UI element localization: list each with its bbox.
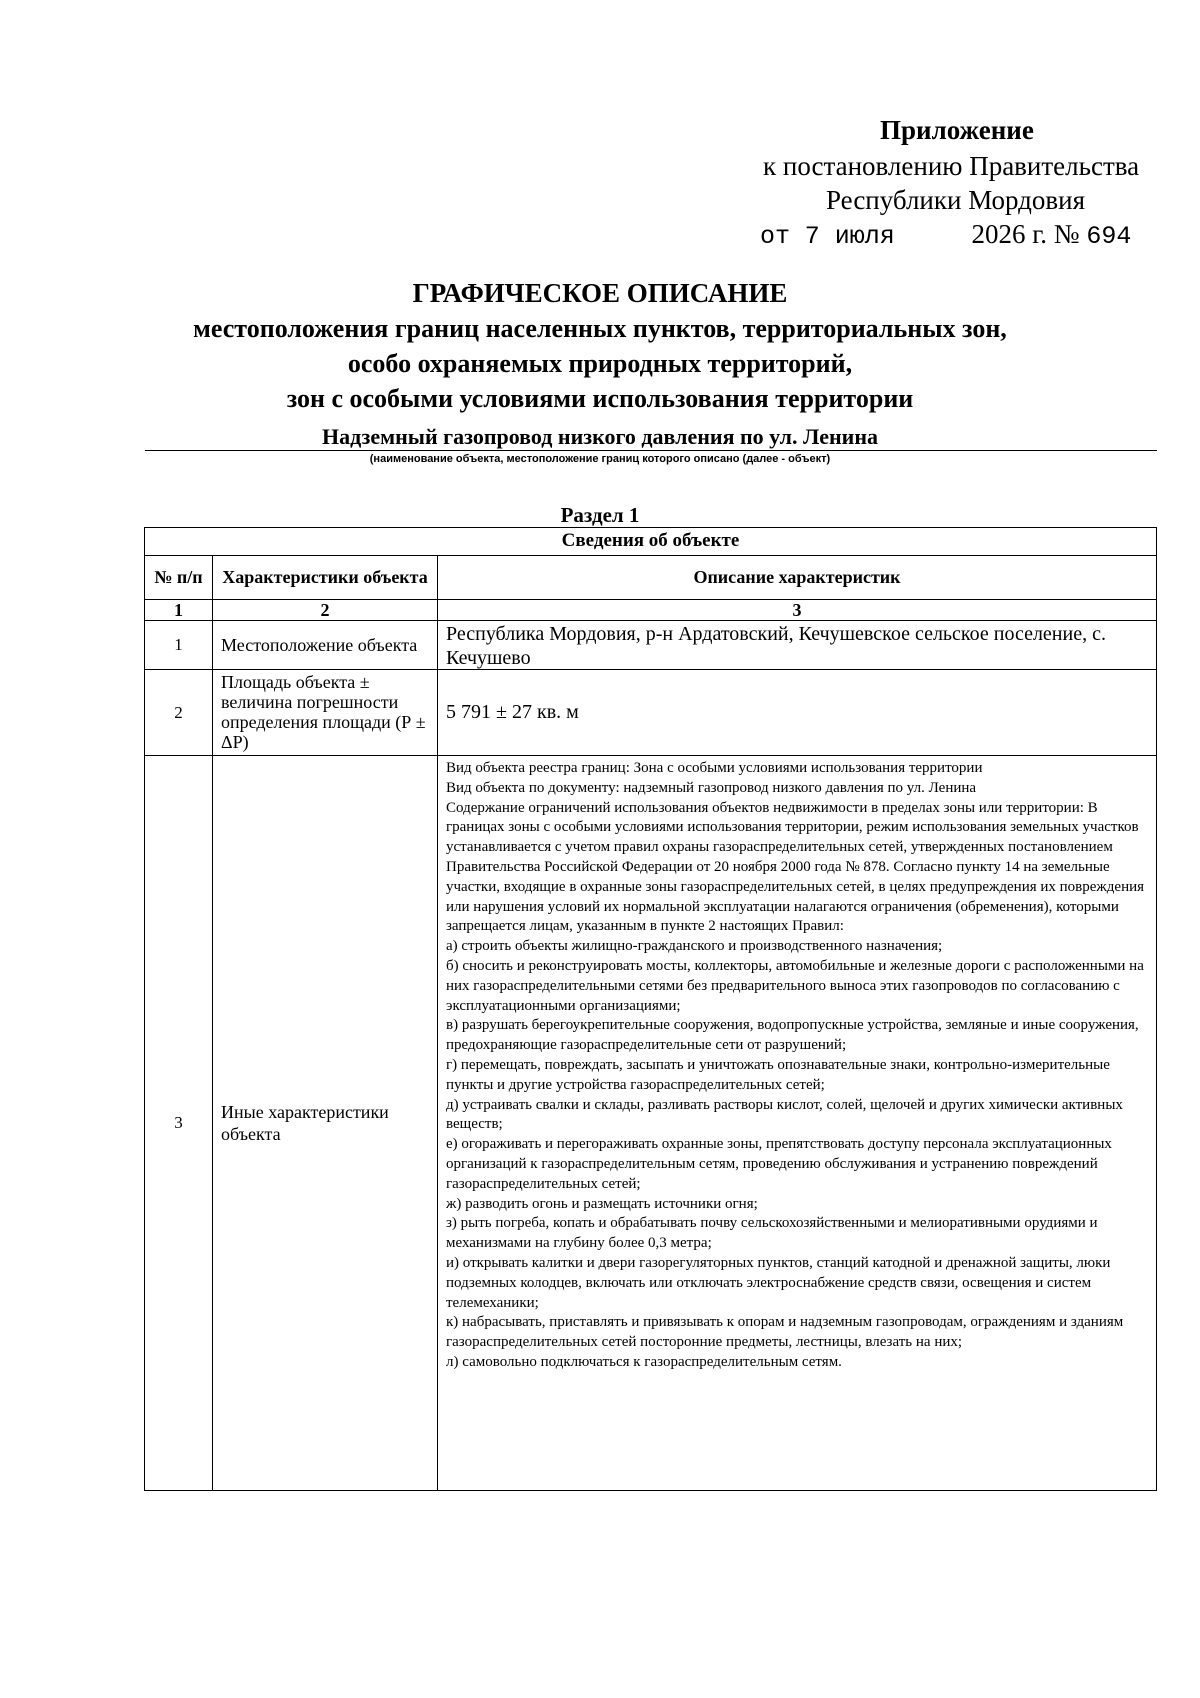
section-title: Раздел 1 bbox=[560, 503, 640, 527]
column-number-3: 3 bbox=[792, 600, 802, 620]
header-description: Описание характеристик bbox=[693, 567, 901, 587]
restriction-line: Вид объекта по документу: надземный газопровод низкого давления по ул. Ленина bbox=[446, 779, 977, 796]
row-number: 3 bbox=[145, 756, 213, 1490]
table-header-row bbox=[145, 555, 1156, 599]
appendix-line-1: к постановлению Правительства bbox=[763, 151, 1140, 181]
restriction-line: л) самовольно подключаться к газораспределительным сетям. bbox=[446, 1353, 842, 1370]
row-name: Местоположение объекта bbox=[213, 621, 438, 669]
restriction-line: ж) разводить огонь и размещать источники огня; bbox=[446, 1195, 758, 1212]
object-name: Надземный газопровод низкого давления по ул. Ленина bbox=[321, 424, 879, 449]
row-number: 1 bbox=[145, 621, 213, 669]
column-number-2: 2 bbox=[213, 600, 438, 620]
title-line-2: местоположения границ населенных пунктов, территориальных зон, bbox=[193, 314, 1007, 343]
restriction-line: з) рыть погреба, копать и обрабатывать почву сельскохозяйственными и мелиоративными орудиями и механизмами на глубину более 0,3 метра; bbox=[446, 1215, 1098, 1252]
row-value-list bbox=[438, 756, 1156, 1490]
date-year: 2026 г. № bbox=[971, 219, 1080, 249]
table-title-row bbox=[145, 528, 1156, 555]
table-row bbox=[145, 669, 1156, 755]
restriction-line: е) огораживать и перегораживать охранные зоны, препятствовать доступу персонала эксплуатационных организаций к газораспределительным сетям, проведению обслуживания и устранению повреждений газораспределительных сетей; bbox=[446, 1136, 1112, 1192]
object-name-underline bbox=[145, 450, 1157, 451]
object-caption: (наименование объекта, местоположение границ которого описано (далее - объект) bbox=[369, 453, 831, 465]
document-number: 694 bbox=[1086, 222, 1132, 251]
document-title: ГРАФИЧЕСКОЕ ОПИСАНИЕ bbox=[412, 278, 788, 308]
restriction-line: к) набрасывать, приставлять и привязывать к опорам и надземным газопроводам, ограждениям и зданиям газораспределительных сетей посторонние предметы, лестницы, влезать на них; bbox=[446, 1314, 1124, 1351]
row-value: Республика Мордовия, р-н Ардатовский, Кечушевское сельское поселение, с. Кечушево bbox=[446, 623, 1106, 669]
restriction-line: б) сносить и реконструировать мосты, коллекторы, автомобильные и железные дороги с расположенными на них газораспределительными сетями без предварительного выноса этих газопроводов по согласованию с эксплуатационными организациями; bbox=[446, 957, 1144, 1014]
appendix-line-2: Республики Мордовия bbox=[826, 185, 1086, 215]
title-line-4: зон с особыми условиями использования территории bbox=[286, 384, 914, 413]
row-number: 2 bbox=[145, 670, 213, 755]
column-number-row bbox=[145, 599, 1156, 620]
row-name: Площадь объекта ± величина погрешности определения площади (Р ± ΔР) bbox=[213, 670, 438, 755]
restriction-line: в) разрушать берегоукрепительные сооружения, водопропускные устройства, земляные и иные сооружения, предохраняющие газораспределительные сети от разрушений; bbox=[446, 1017, 1139, 1054]
restriction-line: Вид объекта реестра границ: Зона с особыми условиями использования территории bbox=[446, 760, 983, 776]
restriction-line: Содержание ограничений использования объектов недвижимости в пределах зоны или территории: В границах зоны с особыми условиями использования территории, режим использования земельных участков устанавливается с учетом правил охраны газораспределительных сетей, утвержденных постановлением Правительства Российской Федерации от 20 ноября 2000 года № 878. Согласно пункту 14 на земельные участки, входящие в охранные зоны газораспределительных сетей, в целях предупреждения их повреждения или нарушения условий их нормальной эксплуатации налагаются ограничения (обременения), которыми запрещается лицам, указанным в пункте 2 настоящих Правил: bbox=[446, 799, 1145, 935]
column-number-1: 1 bbox=[145, 600, 213, 620]
date-day: 7 июля bbox=[804, 222, 895, 251]
header-num: № п/п bbox=[145, 556, 213, 599]
header-characteristics: Характеристики объекта bbox=[213, 556, 438, 599]
table-row bbox=[145, 755, 1156, 1490]
row-name: Иные характеристики объекта bbox=[213, 756, 438, 1490]
restriction-line: а) строить объекты жилищно-гражданского и производственного назначения; bbox=[446, 938, 943, 955]
appendix-date bbox=[760, 219, 1131, 251]
table-title: Сведения об объекте bbox=[561, 530, 740, 551]
object-info-table bbox=[144, 527, 1157, 1491]
restriction-line: г) перемещать, повреждать, засыпать и уничтожать опознавательные знаки, контрольно-измерительные пункты и другие устройства газораспределительных сетей; bbox=[446, 1056, 1110, 1093]
restriction-line: д) устраивать свалки и склады, разливать растворы кислот, солей, щелочей и других химически активных веществ; bbox=[446, 1096, 1123, 1133]
title-line-3: особо охраняемых природных территорий, bbox=[347, 349, 853, 378]
appendix-title: Приложение bbox=[880, 115, 1034, 145]
row-value: 5 791 ± 27 кв. м bbox=[446, 701, 579, 723]
date-prefix: от bbox=[760, 222, 791, 251]
table-row bbox=[145, 620, 1156, 669]
restriction-line: и) открывать калитки и двери газорегуляторных пунктов, станций катодной и дренажной защиты, люки подземных колодцев, включать или отключать электроснабжение средств связи, освещения и систем телемеханики; bbox=[446, 1254, 1111, 1311]
